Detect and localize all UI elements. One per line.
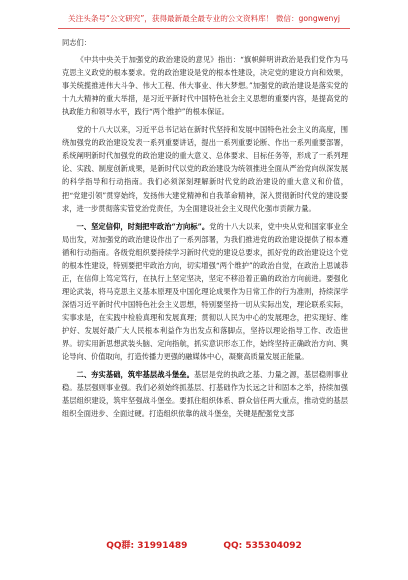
greeting: 同志们： bbox=[62, 38, 92, 47]
footer-qq-group: QQ群: 31991489 bbox=[106, 541, 188, 551]
footer-contact bbox=[0, 540, 408, 552]
section-one-body: 党的十八大以来，党中央从党和国家事业全局出发，对加强党的政治建设作出了一系列部署，为我们推进党的政治建设提供了根本遵循和行动指南。各级党组织要持续学习新时代党的建设总要求，抓好党的政治建设这个党的根本性建设，特别要把牢政治方向，切实增强“两个维护”的政治自觉，在政治上思诚恭正，在信仰上笃定笃行，在执行上坚定坚决，坚定不移沿着正确的政治方向前进。要强化理论武装，将马克思主义基本原理及中国化理论成果作为日常工作的行为准则，持续深学深悟习近平新时代中国特色社会主义思想，特别要坚持一切从实际出发，理论联系实际，实事求是，在实践中检验真理和发展真理；贯彻以人民为中心的发展理念，把实现好、维护好、发展好最广大人民根本利益作为出发点和落脚点，坚持以理论指导工作、改造世界。切实用新思想武装头脑、定向指航，抓实意识形态工作，始终坚持正确政治方向、舆论导向、价值取向，打造传播力更强的融媒体中心，凝聚高质量发展正能量。 bbox=[62, 221, 348, 362]
paragraph-background: 党的十八大以来，习近平总书记站在新时代坚持和发展中国特色社会主义的高度，围绕加强党的政治建设发表一系列重要讲话，提出一系列重要论断、作出一系列重要部署，系统阐明新时代加强党的政治建设的重大意义、总体要求、目标任务等，形成了一系列理论、实践、制度创新成果，是新时代以党的政治建设为统领推进全面从严治党向纵深发展的科学指导和行动指南。我们必须深刻理解新时代党的政治建设的重大意义和价值，把“党建引领”贯穿始终，发扬伟大建党精神和自我革命精神，深入贯彻新时代党的建设要求，进一步贯彻落实管党治党责任，为全面建设社会主义现代化强市贡献力量。 bbox=[62, 125, 348, 213]
footer-qq-number: QQ: 535304092 bbox=[223, 541, 302, 551]
section-one bbox=[62, 220, 348, 364]
document-body bbox=[62, 36, 348, 420]
header-banner: 关注头条号“公文研究”，获得最新最全最专业的公文资料库！ 微信：gongwenyj bbox=[68, 14, 340, 23]
section-one-title: 一、坚定信仰，时刻把牢政治“方向标”。 bbox=[76, 221, 210, 231]
section-two-title: 二、夯实基础，筑牢基层战斗堡垒。 bbox=[76, 370, 194, 380]
section-two-body: 基层是党的执政之基、力量之源，基层稳则事业稳。基层强则事业强。我们必须始终抓基层、打基础作为长远之计和固本之举，持续加强基层组织建设，筑牢坚强战斗堡垒。要抓住组织体系、群众信任两大重点，推动党的基层组织全面进步、全面过硬。打造组织依靠的战斗堡垒，关键是配强党支部 bbox=[62, 370, 348, 419]
header-divider bbox=[58, 28, 350, 29]
section-two bbox=[62, 368, 348, 420]
paragraph-intro: 《中共中央关于加强党的政治建设的意见》指出：“旗帜鲜明讲政治是我们党作为马克思主义政党的根本要求。党的政治建设是党的根本性建设，决定党的建设方向和效果，事关统揽推进伟大斗争、伟大工程、伟大事业、伟大梦想。”加强党的政治建设是落实党的十九大精神的重大举措，是习近平新时代中国特色社会主义思想的重要内容，是提高党的执政能力和领导水平，践行“两个维护”的根本保证。 bbox=[62, 55, 348, 117]
